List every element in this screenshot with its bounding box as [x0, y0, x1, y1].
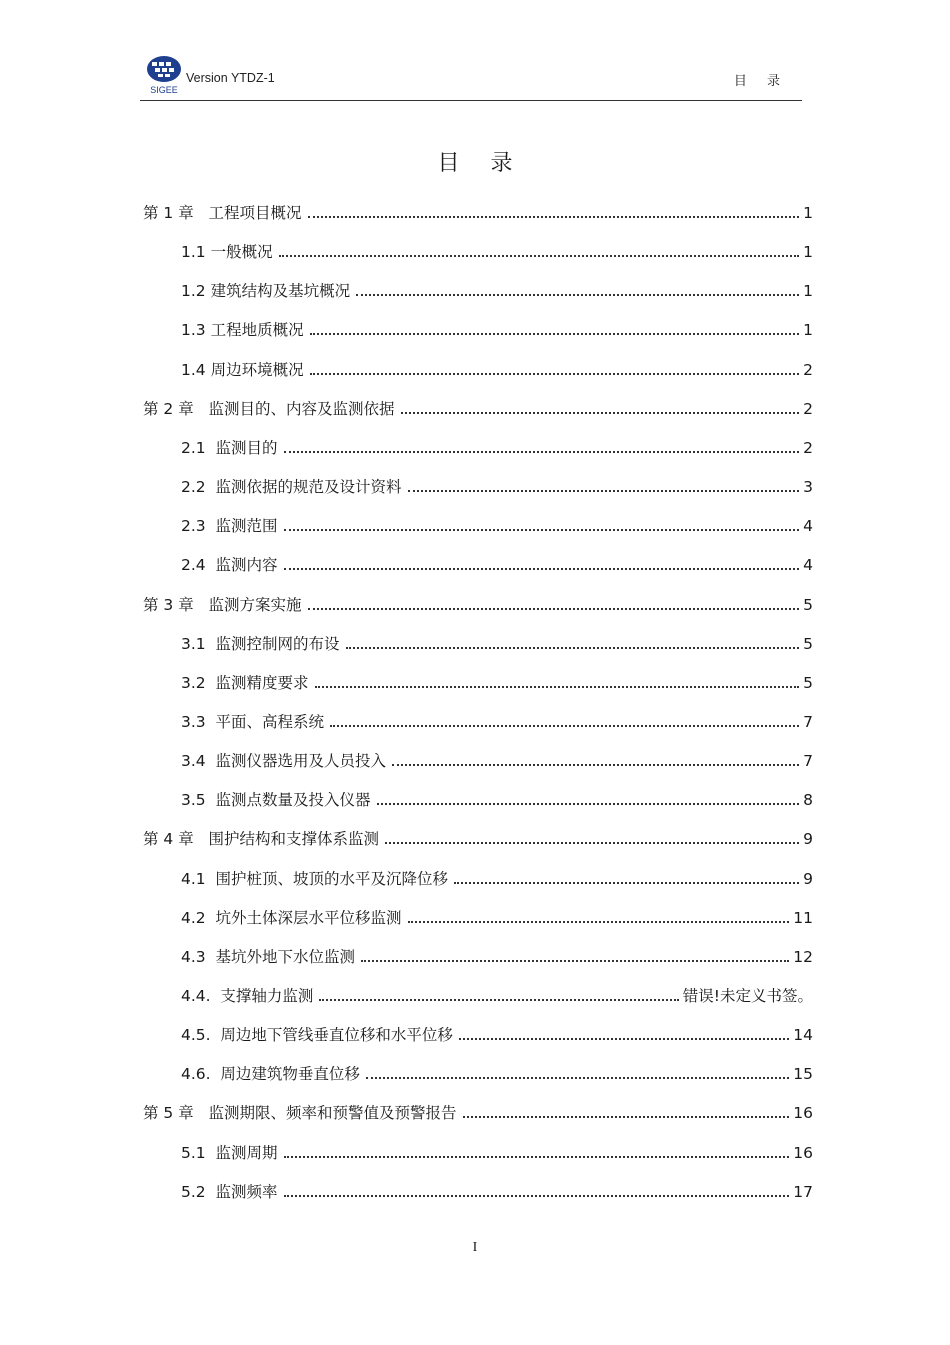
toc-section-entry[interactable]	[181, 1060, 813, 1084]
toc-section-entry[interactable]	[181, 630, 813, 654]
toc-entry-label: 2.4 监测内容	[181, 556, 278, 574]
toc-dot-leader	[315, 686, 800, 688]
toc-dot-leader	[377, 803, 800, 805]
toc-dot-leader	[284, 1156, 790, 1158]
toc-page-number: 5	[803, 635, 813, 653]
toc-page-number: 12	[793, 948, 813, 966]
toc-entry-label: 第 5 章 监测期限、频率和预警值及预警报告	[143, 1104, 457, 1122]
toc-page-number: 17	[793, 1183, 813, 1201]
toc-section-entry[interactable]	[181, 943, 813, 967]
toc-section-entry[interactable]	[181, 786, 813, 810]
toc-page-number: 5	[803, 674, 813, 692]
toc-dot-leader	[408, 490, 800, 492]
toc-entry-label: 3.5 监测点数量及投入仪器	[181, 791, 371, 809]
toc-dot-leader	[330, 725, 799, 727]
toc-dot-leader	[284, 568, 800, 570]
toc-page-number: 5	[803, 596, 813, 614]
toc-chapter-entry[interactable]	[143, 591, 813, 615]
toc-dot-leader	[284, 1195, 790, 1197]
toc-chapter-entry[interactable]	[143, 1099, 813, 1123]
toc-entry-label: 2.3 监测范围	[181, 517, 278, 535]
toc-page-number: 16	[793, 1104, 813, 1122]
toc-section-entry[interactable]	[181, 551, 813, 575]
toc-page-number: 1	[803, 204, 813, 222]
page-title: 目 录	[437, 151, 525, 176]
toc-section-entry[interactable]	[181, 982, 813, 1006]
toc-page-number: 11	[793, 909, 813, 927]
toc-section-entry[interactable]	[181, 434, 813, 458]
toc-entry-label: 3.1 监测控制网的布设	[181, 635, 340, 653]
toc-entry-label: 4.1 围护桩顶、坡顶的水平及沉降位移	[181, 870, 449, 888]
toc-section-entry[interactable]	[181, 238, 813, 262]
toc-entry-label: 5.1 监测周期	[181, 1144, 278, 1162]
toc-entry-label: 4.5. 周边地下管线垂直位移和水平位移	[181, 1026, 453, 1044]
toc-entry-label: 4.3 基坑外地下水位监测	[181, 948, 356, 966]
toc-entry-label: 1.2 建筑结构及基坑概况	[181, 282, 351, 300]
toc-page-number: 2	[803, 400, 813, 418]
toc-dot-leader	[346, 647, 800, 649]
toc-dot-leader	[284, 529, 800, 531]
toc-page-number: 7	[803, 713, 813, 731]
toc-page-number: 1	[803, 321, 813, 339]
toc-entry-label: 3.2 监测精度要求	[181, 674, 309, 692]
toc-entry-label: 2.1 监测目的	[181, 439, 278, 457]
toc-chapter-entry[interactable]	[143, 199, 813, 223]
toc-section-entry[interactable]	[181, 747, 813, 771]
toc-section-entry[interactable]	[181, 1021, 813, 1045]
toc-dot-leader	[308, 608, 800, 610]
toc-dot-leader	[392, 764, 799, 766]
toc-page-number: 14	[793, 1026, 813, 1044]
toc-dot-leader	[308, 216, 800, 218]
toc-section-entry[interactable]	[181, 708, 813, 732]
page-number: I	[472, 1240, 478, 1255]
toc-chapter-entry[interactable]	[143, 825, 813, 849]
globe-logo-icon	[146, 54, 182, 86]
toc-page-number: 16	[793, 1144, 813, 1162]
toc-page-number: 9	[803, 830, 813, 848]
toc-section-entry[interactable]	[181, 1178, 813, 1202]
toc-section-entry[interactable]	[181, 356, 813, 380]
toc-entry-label: 4.4. 支撑轴力监测	[181, 987, 314, 1005]
toc-dot-leader	[356, 294, 799, 296]
header-section-label: 目 录	[733, 74, 788, 89]
toc-page-number: 错误!未定义书签。	[682, 987, 813, 1005]
toc-dot-leader	[408, 921, 790, 923]
toc-page-number: 3	[803, 478, 813, 496]
logo-text: SIGEE	[150, 85, 178, 95]
toc-entry-label: 1.4 周边环境概况	[181, 361, 304, 379]
toc-entry-label: 第 4 章 围护结构和支撑体系监测	[143, 830, 379, 848]
toc-dot-leader	[401, 412, 800, 414]
toc-dot-leader	[284, 451, 800, 453]
toc-page-number: 1	[803, 282, 813, 300]
header-divider	[140, 100, 802, 101]
toc-section-entry[interactable]	[181, 473, 813, 497]
toc-entry-label: 第 1 章 工程项目概况	[143, 204, 302, 222]
toc-section-entry[interactable]	[181, 512, 813, 536]
toc-dot-leader	[454, 882, 799, 884]
toc-page-number: 15	[793, 1065, 813, 1083]
version-label: Version YTDZ-1	[186, 71, 275, 85]
company-logo	[144, 54, 184, 96]
toc-entry-label: 第 3 章 监测方案实施	[143, 596, 302, 614]
toc-section-entry[interactable]	[181, 316, 813, 340]
toc-dot-leader	[310, 373, 800, 375]
toc-dot-leader	[463, 1116, 790, 1118]
toc-page-number: 8	[803, 791, 813, 809]
toc-dot-leader	[279, 255, 800, 257]
toc-page-number: 2	[803, 439, 813, 457]
toc-entry-label: 4.2 坑外土体深层水平位移监测	[181, 909, 402, 927]
toc-dot-leader	[361, 960, 789, 962]
toc-entry-label: 1.1 一般概况	[181, 243, 273, 261]
toc-page-number: 4	[803, 556, 813, 574]
toc-page-number: 7	[803, 752, 813, 770]
toc-entry-label: 第 2 章 监测目的、内容及监测依据	[143, 400, 395, 418]
toc-entry-label: 3.3 平面、高程系统	[181, 713, 325, 731]
toc-section-entry[interactable]	[181, 904, 813, 928]
toc-section-entry[interactable]	[181, 865, 813, 889]
toc-page-number: 1	[803, 243, 813, 261]
toc-dot-leader	[366, 1077, 789, 1079]
toc-dot-leader	[459, 1038, 789, 1040]
toc-section-entry[interactable]	[181, 1139, 813, 1163]
toc-entry-label: 4.6. 周边建筑物垂直位移	[181, 1065, 360, 1083]
toc-chapter-entry[interactable]	[143, 395, 813, 419]
toc-page-number: 9	[803, 870, 813, 888]
toc-section-entry[interactable]	[181, 669, 813, 693]
page-header	[140, 52, 802, 100]
toc-section-entry[interactable]	[181, 277, 813, 301]
toc-entry-label: 5.2 监测频率	[181, 1183, 278, 1201]
toc-entry-label: 3.4 监测仪器选用及人员投入	[181, 752, 387, 770]
toc-entry-label: 1.3 工程地质概况	[181, 321, 304, 339]
toc-dot-leader	[319, 999, 678, 1001]
toc-entry-label: 2.2 监测依据的规范及设计资料	[181, 478, 402, 496]
toc-page-number: 2	[803, 361, 813, 379]
toc-dot-leader	[310, 333, 800, 335]
toc-page-number: 4	[803, 517, 813, 535]
toc-dot-leader	[385, 842, 799, 844]
